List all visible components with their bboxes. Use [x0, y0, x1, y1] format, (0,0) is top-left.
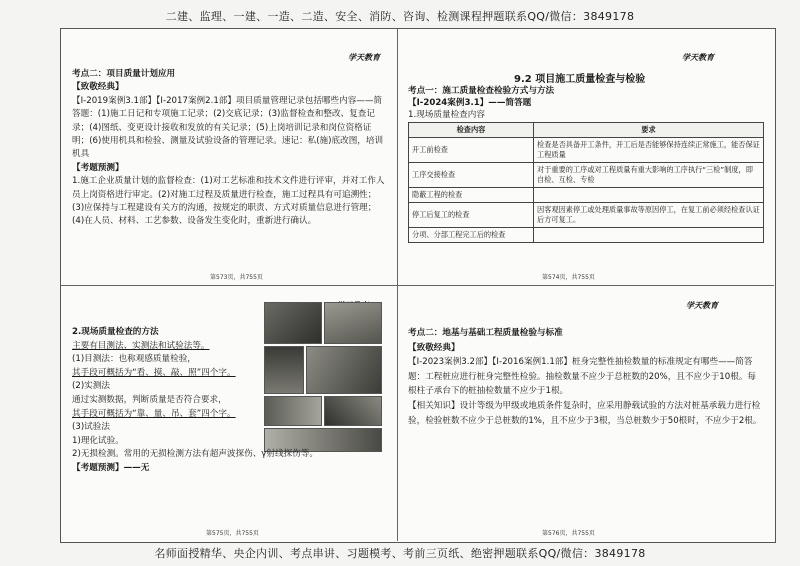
table-row [409, 187, 764, 202]
row-item: 开工前检查 [409, 137, 534, 162]
point-heading: 考点一：施工质量检查检验方式与方法 [408, 86, 555, 96]
page-573 [68, 50, 390, 282]
header-requirement: 要求 [534, 123, 764, 138]
top-banner: 二建、监理、一建、一造、二造、安全、消防、咨询、检测课程押题联系QQ/微信：3849178 [165, 10, 635, 23]
row-item: 分项、分部工程完工后的检查 [409, 227, 534, 242]
row-item: 停工后复工的检查 [409, 202, 534, 227]
sub-heading: 1.现场质量检查内容 [408, 110, 485, 120]
inspection-table [408, 122, 764, 243]
method-summary: 主要有目测法、实测法和试验法等。 [72, 340, 210, 351]
page-number: 第576页，共755页 [542, 530, 595, 537]
classic-label: 【致敬经典】 [408, 342, 460, 353]
page-574 [404, 50, 766, 282]
measure-method: (2)实测法 [72, 381, 110, 392]
page-number: 第575页，共755页 [206, 530, 259, 537]
visual-method: (1)目测法：也称观感质量检验， [72, 354, 196, 365]
brand-logo: 学天教育 [682, 53, 714, 62]
row-item: 隐蔽工程的检查 [409, 187, 534, 202]
predict-paragraph: 1.施工企业质量计划的监督检查：(1)对工艺标准和技术文件进行评审，并对工作人员上岗资格进行审定。(2)对施工过程及质量进行检查，施工过程具有可追溯性；(3)应保持与工程建设有关方的沟通，按规定的职责、方式对质量信息进行管理；(4)在人员、材料、工艺参数、设备发生变化时，重新进行确认。 [72, 176, 385, 227]
row-requirement: 检查是否具备开工条件，开工后是否能够保持连续正常施工，能否保证工程质量 [534, 137, 764, 162]
section-heading: 考点二：项目质量计划应用 [72, 69, 176, 79]
table-row [409, 162, 764, 187]
row-requirement [534, 187, 764, 202]
chapter-title: 9.2 项目施工质量检查与检验 [514, 74, 646, 85]
table-row [409, 202, 764, 227]
measure-means: 其手段可概括为“靠、量、吊、套”四个字。 [72, 408, 236, 419]
ndt-test: 2)无损检测。常用的无损检测方法有超声波探伤、γ射线探伤等。 [72, 449, 318, 460]
section-heading: 考点二：地基与基础工程质量检验与标准 [408, 328, 563, 338]
row-requirement: 因客观因素停工或处理质量事故等原因停工，在复工前必须经检查认证后方可复工。 [534, 202, 764, 227]
brand-logo: 学天教育 [348, 53, 380, 62]
page-575 [68, 296, 390, 538]
page-576 [404, 296, 766, 538]
table-row [409, 227, 764, 242]
row-item: 工序交接检查 [409, 162, 534, 187]
row-requirement: 对于重要的工序或对工程质量有重大影响的工序执行“三检”制度，即自检、互检、专检 [534, 162, 764, 187]
header-item: 检查内容 [409, 123, 534, 138]
physchem-test: 1)理化试验。 [72, 435, 124, 446]
classic-label: 【致敬经典】 [72, 82, 124, 93]
bottom-banner: 名师面授精华、央企内训、考点串讲、习题模考、考前三页纸、绝密押题联系QQ/微信：3849178 [154, 547, 646, 560]
visual-means: 其手段可概括为“看、摸、敲、照”四个字。 [72, 367, 236, 378]
section-heading: 2.现场质量检查的方法 [72, 327, 159, 337]
predict-label: 【考题预测】 [72, 162, 124, 173]
predict-label: 【考题预测】——无 [72, 462, 150, 473]
case-label: 【Ⅰ-2024案例3.1】——简答题 [408, 98, 532, 108]
row-requirement [534, 227, 764, 242]
test-method: (3)试验法 [72, 422, 110, 433]
case-paragraph: 【Ⅰ-2023案例3.2部】【Ⅰ-2016案例1.1部】桩身完整性抽检数量的标准规定有哪些——简答题：工程桩应进行桩身完整性检验。抽检数量不应少于总桩数的20%，且不应少于10根。每根柱子承台下的桩抽检数量不应少于1根。 [408, 357, 757, 397]
table-row [409, 137, 764, 162]
horizontal-divider [60, 285, 774, 286]
page-number: 第574页，共755页 [542, 274, 595, 281]
page-number: 第573页，共755页 [210, 274, 263, 281]
measure-desc: 通过实测数据，判断质量是否符合要求， [72, 394, 227, 405]
brand-logo: 学天教育 [686, 301, 718, 310]
case-paragraph: 【Ⅰ-2019案例3.1部】【Ⅰ-2017案例2.1部】项目质量管理记录包括哪些内容——简答题：(1)施工日记和专项施工记录；(2)交底记录；(3)监督检查和整改、复查记录；(4)图纸、变更设计接收和发放的有关记录；(5)上岗培训记录和岗位资格证明；(6)使用机具和检验、测量及试验设备的管理记录。速记：私(施)底改图，培训机具 [72, 95, 384, 160]
related-paragraph: 【相关知识】设计等级为甲级或地质条件复杂时，应采用静载试验的方法对桩基承载力进行检验，检验桩数不应少于总桩数的1%，且不应少于3根，当总桩数少于50根时，不应少于2根。 [408, 400, 762, 426]
